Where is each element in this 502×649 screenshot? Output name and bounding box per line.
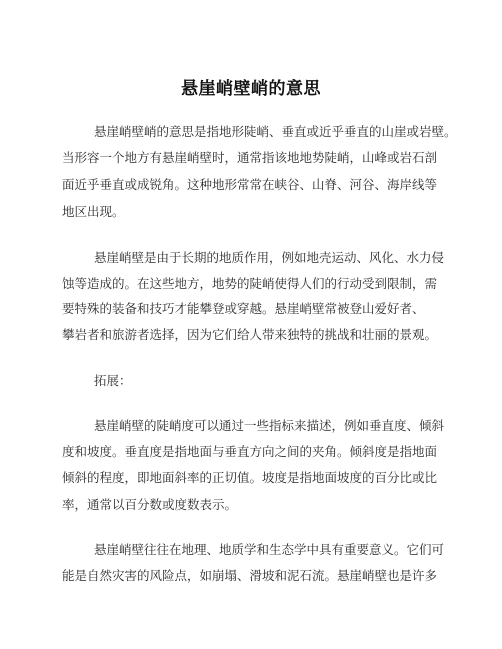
paragraph-1-line-1: 悬崖峭壁峭的意思是指地形陡峭、垂直或近乎垂直的山崖或岩壁。: [94, 124, 457, 139]
document-title: 悬崖峭壁峭的意思: [181, 79, 321, 99]
paragraph-2-line-1: 悬崖峭壁是由于长期的地质作用，例如地壳运动、风化、水力侵: [94, 250, 445, 265]
paragraph-4-line-4: 率，通常以百分数或度数表示。: [62, 497, 238, 512]
paragraph-2-line-3: 要特殊的装备和技巧才能攀登或穿越。悬崖峭壁常被登山爱好者、: [62, 301, 425, 316]
paragraph-1-line-2: 当形容一个地方有悬崖峭壁时，通常指该地地势陡峭，山峰或岩石剖: [62, 150, 438, 165]
paragraph-2-line-2: 蚀等造成的。在这些地方，地势的陡峭使得人们的行动受到限制，需: [62, 276, 438, 291]
paragraph-5-line-1: 悬崖峭壁往往在地理、地质学和生态学中具有重要意义。它们可: [94, 542, 445, 557]
paragraph-4-line-2: 度和坡度。垂直度是指地面与垂直方向之间的夹角。倾斜度是指地面: [62, 444, 438, 459]
paragraph-3-line-1: 拓展：: [94, 373, 132, 388]
paragraph-4-line-3: 倾斜的程度，即地面斜率的正切值。坡度是指地面坡度的百分比或比: [62, 470, 438, 485]
paragraph-1-line-4: 地区出现。: [62, 204, 125, 219]
paragraph-2-line-4: 攀岩者和旅游者选择，因为它们给人带来独特的挑战和壮丽的景观。: [62, 327, 438, 342]
paragraph-4-line-1: 悬崖峭壁的陡峭度可以通过一些指标来描述，例如垂直度、倾斜: [94, 418, 445, 433]
paragraph-1-line-3: 面近乎垂直或成锐角。这种地形常常在峡谷、山脊、河谷、海岸线等: [62, 177, 438, 192]
paragraph-5-line-2: 能是自然灾害的风险点，如崩塌、滑坡和泥石流。悬崖峭壁也是许多: [62, 568, 438, 583]
